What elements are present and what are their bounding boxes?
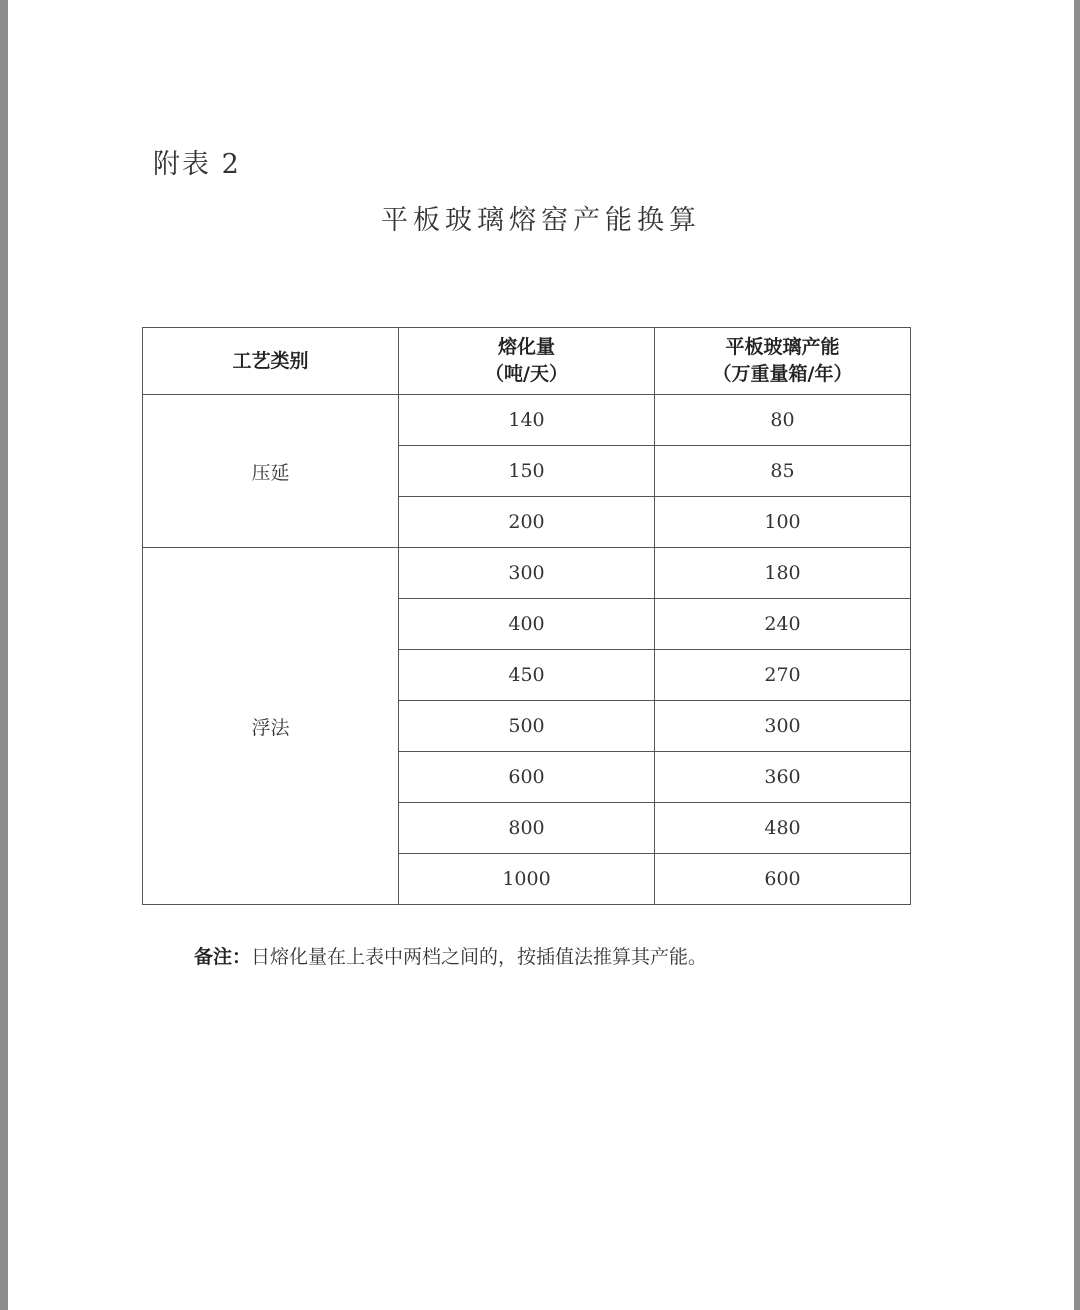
melt-cell: 450 — [399, 650, 655, 701]
header-capacity-label: 平板玻璃产能 — [725, 336, 840, 358]
process-cell: 浮法 — [143, 548, 399, 905]
table-note — [194, 942, 707, 969]
header-melt-amount — [399, 328, 655, 395]
header-melt-label: 熔化量 — [497, 336, 555, 358]
header-capacity-unit: （万重量箱/年） — [712, 363, 853, 385]
melt-cell: 500 — [399, 701, 655, 752]
melt-cell: 150 — [399, 446, 655, 497]
appendix-label: 附表 2 — [153, 149, 241, 180]
melt-cell: 300 — [399, 548, 655, 599]
capacity-table — [142, 327, 911, 905]
process-cell: 压延 — [143, 395, 399, 548]
table-row — [143, 395, 911, 446]
table-row — [143, 548, 911, 599]
melt-cell: 800 — [399, 803, 655, 854]
capacity-cell: 80 — [655, 395, 911, 446]
header-process-label: 工艺类别 — [232, 349, 309, 372]
capacity-cell: 85 — [655, 446, 911, 497]
capacity-cell: 100 — [655, 497, 911, 548]
document-page — [8, 0, 1074, 1310]
note-label: 备注： — [194, 946, 252, 968]
melt-cell: 1000 — [399, 854, 655, 905]
header-process-type — [143, 328, 399, 395]
melt-cell: 400 — [399, 599, 655, 650]
note-text: 日熔化量在上表中两档之间的，按插值法推算其产能。 — [251, 946, 708, 968]
header-capacity — [655, 328, 911, 395]
header-melt-unit: （吨/天） — [485, 363, 568, 385]
melt-cell: 140 — [399, 395, 655, 446]
document-title: 平板玻璃熔窑产能换算 — [381, 205, 701, 236]
melt-cell: 200 — [399, 497, 655, 548]
capacity-cell: 240 — [655, 599, 911, 650]
capacity-cell: 480 — [655, 803, 911, 854]
capacity-cell: 600 — [655, 854, 911, 905]
table-header-row — [143, 328, 911, 395]
melt-cell: 600 — [399, 752, 655, 803]
capacity-cell: 360 — [655, 752, 911, 803]
capacity-cell: 300 — [655, 701, 911, 752]
capacity-cell: 180 — [655, 548, 911, 599]
capacity-cell: 270 — [655, 650, 911, 701]
